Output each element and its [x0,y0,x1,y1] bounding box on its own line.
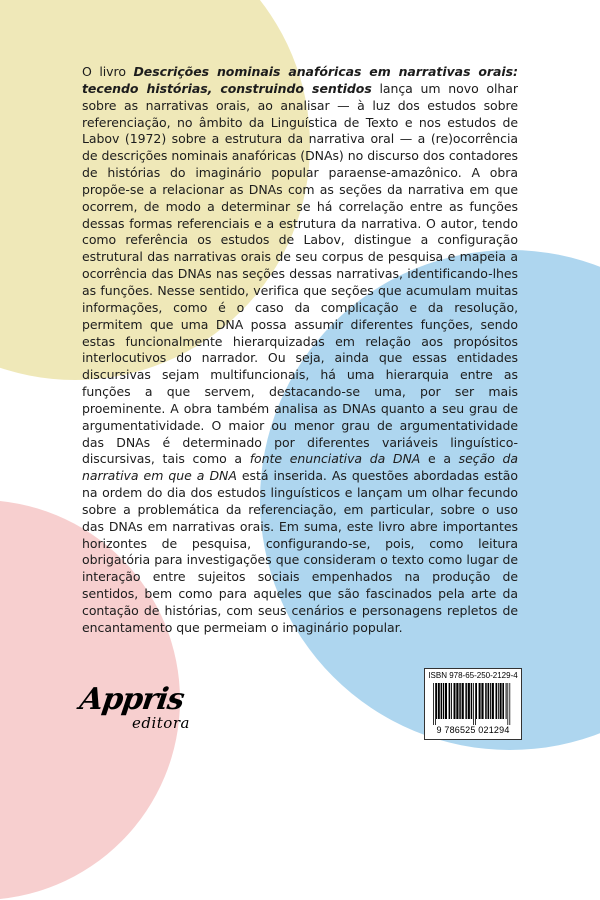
barcode-bar [471,683,473,719]
barcode-digits: 9 786525 021294 [436,725,510,735]
barcode-bar [459,683,461,719]
back-cover-synopsis [82,64,518,637]
barcode-bar [502,683,504,719]
barcode-bar [451,683,452,719]
publisher-subtitle: editora [132,714,190,732]
barcode-bar [476,683,477,719]
barcode-guard-bar [433,683,434,725]
publisher-logo [77,682,210,742]
barcode-guard-bar [473,683,474,725]
barcode-bar [441,683,443,719]
barcode-bar [438,683,440,719]
barcode-bar [506,683,507,719]
barcode-bar [449,683,451,719]
barcode-bar [479,683,481,719]
barcode-bar [456,683,458,719]
barcode-guard-bar [509,683,510,725]
barcode-bars [432,683,514,725]
barcode-bar [481,683,483,719]
barcode-guard-bar [435,683,436,725]
barcode-bar [443,683,444,719]
barcode-bar [498,683,499,719]
barcode-bar [488,683,490,719]
book-title: Descrições nominais anafóricas em narrativas orais: tecendo histórias, construindo sentidos [82,64,518,96]
isbn-label: ISBN 978-65-250-2129-4 [428,671,518,680]
synopsis-segment: O livro [82,64,134,79]
barcode-bar [490,683,491,719]
isbn-barcode [424,668,522,740]
synopsis-italic-term: seção da narrativa em que a DNA [82,451,518,484]
barcode-bar [492,683,494,719]
publisher-name: Appris [77,682,186,717]
barcode-bar [436,683,437,719]
synopsis-segment: lança um novo olhar sobre as narrativas orais, ao analisar — à luz dos estudos sobre referenciação, no âmbito da Linguística de Texto e nos estudos de Labov (1972) sobre a estrutura da narrativa oral — a (re)ocorrência de descrições nominais anafóricas (DNAs) no discurso dos contadores de histórias do imaginário popular paraense-amazônico. A obra propõe-se a relacionar as DNAs com as seções da narrativa em que ocorrem, de modo a determinar se há correlação entre as funções dessas formas referenciais e a estrutura da narrativa. O autor, tendo como referência os estudos de Labov, distingue a configuração estrutural das narrativas orais de seu corpus de pesquisa e mapeia a ocorrência das DNAs nas seções dessas narrativas, identificando-lhes as funções. Nesse sentido, verifica que seções que acumulam muitas informações, como é o caso da complicação e da resolução, permitem que uma DNA possa assumir diferentes funções, sendo estas funcionalmente hierarquizadas em relação aos propósitos interlocutivos do narrador. Ou seja, ainda que essas entidades discursivas sejam multifuncionais, há uma hierarquia entre as funções a que servem, destacando-se uma, por ser mais proeminente. A obra também analisa as DNAs quanto a seu grau de argumentatividade. O maior ou menor grau de argumentatividade das DNAs é determinado por diferentes variáveis linguístico-discursivas, tais como a [82,80,518,467]
synopsis-paragraph [82,64,518,637]
barcode-guard-bar [507,683,508,725]
synopsis-italic-term: fonte enunciativa da DNA [249,451,421,467]
barcode-bar [496,683,498,719]
barcode-bar [445,683,447,719]
synopsis-segment: está inserida. As questões abordadas estão na ordem do dia dos estudos linguísticos e lançam um olhar fecundo sobre a problemática da referenciação, em particular, sobre o uso das DNAs em narrativas orais. Em suma, este livro abre importantes horizontes de pesquisa, configurando-se, pois, como leitura obrigatória para investigações que consideram o texto como lugar de interação entre sujeitos sociais empenhados na produção de sentidos, bem como para aqueles que são fascinados pela arte da contação de histórias, com seus cenários e personagens repletos de encantamento que permeiam o imaginário popular. [82,468,518,635]
barcode-guard-bar [475,683,476,725]
barcode-bar [454,683,456,719]
barcode-bar [462,683,464,719]
synopsis-segment: e a [420,451,459,467]
barcode-bar [468,683,470,719]
barcode-bar [465,683,467,719]
barcode-bar [485,683,487,719]
barcode-bar [500,683,502,719]
